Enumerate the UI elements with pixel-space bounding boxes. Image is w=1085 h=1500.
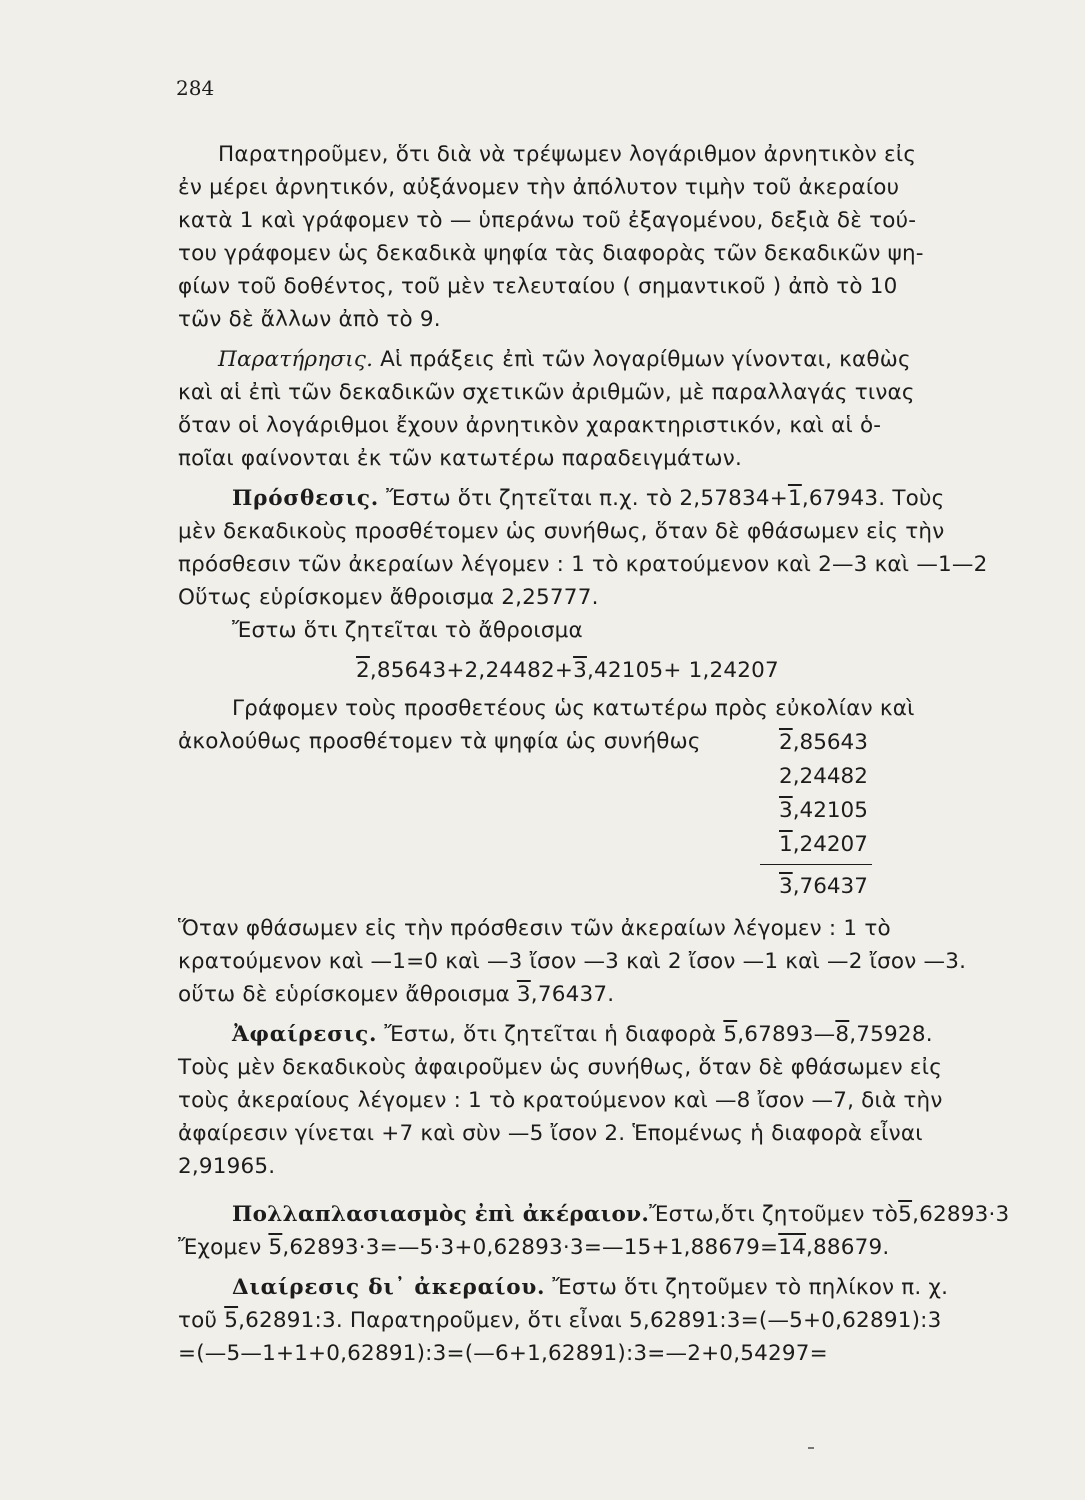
text-line: Ἔχομεν 5,62893·3=—5·3+0,62893·3=—15+1,88679=14,88679. [178,1235,890,1260]
text-line: μὲν δεκαδικοὺς προσθέτομεν ὡς συνήθως, ὅταν δὲ φθάσωμεν εἰς τὴν [178,519,945,544]
text-line: φίων τοῦ δοθέντος, τοῦ μὲν τελευταίου ( σημαντικοῦ ) ἀπὸ τὸ 10 [178,274,898,299]
text-line: Τοὺς μὲν δεκαδικοὺς ἀφαιροῦμεν ὡς συνήθως, ὅταν δὲ φθάσωμεν εἰς [178,1055,943,1080]
text-line: ποῖαι φαίνονται ἐκ τῶν κατωτέρω παραδειγμάτων. [178,446,743,471]
text-line: Ὅταν φθάσωμεν εἰς τὴν πρόσθεσιν τῶν ἀκεραίων λέγομεν : 1 τὸ [178,916,891,941]
text-line: κρατούμενον καὶ —1=0 καὶ —3 ἴσον —3 καὶ 2 ἴσον —1 καὶ —2 ἴσον —3. [178,949,967,974]
text-line: Διαίρεσις δι᾽ ἀκεραίου. Ἔστω ὅτι ζητοῦμεν τὸ πηλίκον π. χ. [232,1275,949,1300]
ink-speck [808,1447,814,1449]
addend-4: 1,24207 [779,832,868,857]
sum-total: 3,76437 [779,874,868,899]
text-line: Πολλαπλασιασμὸς ἐπὶ ἀκέραιον.Ἔστω,ὅτι ζητοῦμεν τὸ5,62893·3 [232,1202,1010,1227]
remark-heading: Παρατήρησις. [218,347,374,372]
addend-2: 2,24482 [779,764,868,789]
text-line: 2,91965. [178,1154,276,1179]
multiplication-heading: Πολλαπλασιασμὸς ἐπὶ ἀκέραιον. [232,1202,650,1227]
text-line: Γράφομεν τοὺς προσθετέους ὡς κατωτέρω πρὸς εὐκολίαν καὶ [232,696,915,721]
addition-heading: Πρόσθεσις. [232,486,380,511]
sum-rule [760,864,872,865]
text-line: του γράφομεν ὡς δεκαδικὰ ψηφία τὰς διαφορὰς τῶν δεκαδικῶν ψη- [178,241,924,266]
text-line: καὶ αἱ ἐπὶ τῶν δεκαδικῶν σχετικῶν ἀριθμῶν, μὲ παραλλαγάς τινας [178,380,915,405]
text-line: τοὺς ἀκεραίους λέγομεν : 1 τὸ κρατούμενον καὶ —8 ἴσον —7, διὰ τὴν [178,1088,943,1113]
text-line: τῶν δὲ ἄλλων ἀπὸ τὸ 9. [178,307,441,332]
text-line: =(—5—1+1+0,62891):3=(—6+1,62891):3=—2+0,54297= [178,1341,828,1366]
sum-expression: 2,85643+2,24482+3,42105+ 1,24207 [356,658,779,683]
text-line: ὅταν οἱ λογάριθμοι ἔχουν ἀρνητικὸν χαρακτηριστικόν, καὶ αἱ ὁ- [178,413,882,438]
subtraction-heading: Ἀφαίρεσις. [232,1022,378,1047]
text-line: τοῦ 5,62891:3. Παρατηροῦμεν, ὅτι εἶναι 5,62891:3=(—5+0,62891):3 [178,1308,942,1333]
page-number: 284 [176,76,215,100]
text-line: Ἀφαίρεσις. Ἔστω, ὅτι ζητεῖται ἡ διαφορὰ 5,67893—8,75928. [232,1022,933,1047]
text-line: Οὕτως εὑρίσκομεν ἄθροισμα 2,25777. [178,585,599,610]
text-line: Πρόσθεσις. Ἔστω ὅτι ζητεῖται π.χ. τὸ 2,57834+1,67943. Τοὺς [232,486,945,511]
text-line: κατὰ 1 καὶ γράφομεν τὸ — ὑπεράνω τοῦ ἐξαγομένου, δεξιὰ δὲ τού- [178,208,917,233]
text-line: Ἔστω ὅτι ζητεῖται τὸ ἄθροισμα [232,618,583,643]
division-heading: Διαίρεσις δι᾽ ἀκεραίου. [232,1275,546,1300]
text-line: ἐν μέρει ἀρνητικόν, αὐξάνομεν τὴν ἀπόλυτον τιμὴν τοῦ ἀκεραίου [178,175,900,200]
text-line: οὕτω δὲ εὑρίσκομεν ἄθροισμα 3,76437. [178,982,615,1007]
text-line: Παρατηροῦμεν, ὅτι διὰ νὰ τρέψωμεν λογάριθμον ἀρνητικὸν εἰς [218,142,917,167]
addend-3: 3,42105 [779,798,868,823]
addend-1: 2,85643 [779,730,868,755]
text-line: πρόσθεσιν τῶν ἀκεραίων λέγομεν : 1 τὸ κρατούμενον καὶ 2—3 καὶ —1—2 [178,552,988,577]
text-line: Παρατήρησις. Αἱ πράξεις ἐπὶ τῶν λογαρίθμων γίνονται, καθὼς [218,347,911,372]
text-line: ἀφαίρεσιν γίνεται +7 καὶ σὺν —5 ἴσον 2. Ἑπομένως ἡ διαφορὰ εἶναι [178,1121,923,1146]
text-line: ἀκολούθως προσθέτομεν τὰ ψηφία ὡς συνήθως [178,729,701,754]
